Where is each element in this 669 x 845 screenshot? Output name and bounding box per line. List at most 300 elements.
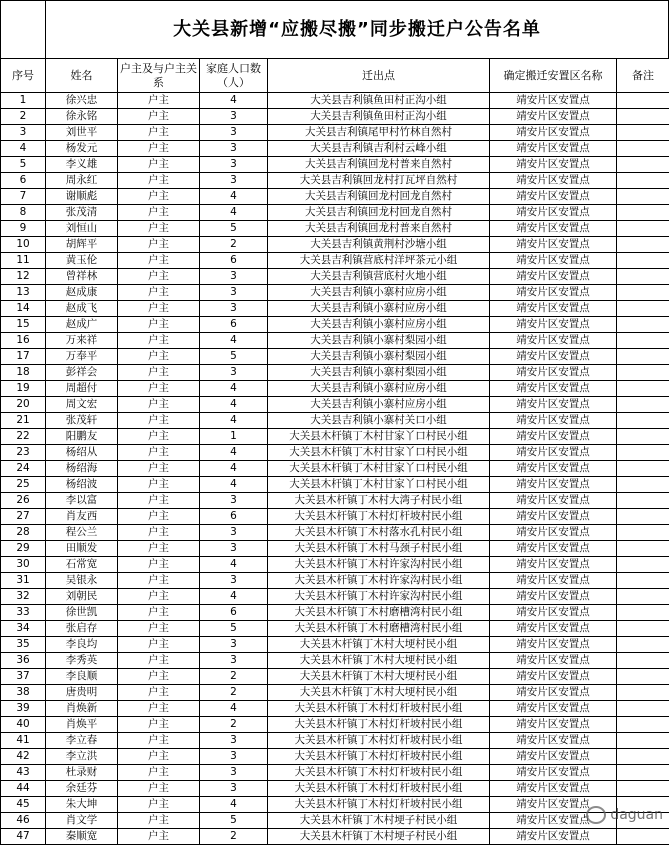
cell-remarks — [617, 829, 669, 845]
cell-settlement: 靖安片区安置点 — [490, 733, 617, 749]
cell-remarks — [617, 253, 669, 269]
cell-index: 23 — [1, 445, 46, 461]
cell-remarks — [617, 733, 669, 749]
cell-settlement: 靖安片区安置点 — [490, 813, 617, 829]
cell-relation: 户主 — [118, 493, 200, 509]
cell-relation: 户主 — [118, 749, 200, 765]
cell-remarks — [617, 141, 669, 157]
cell-index: 17 — [1, 349, 46, 365]
table-row — [1, 365, 669, 381]
cell-relation: 户主 — [118, 221, 200, 237]
cell-family-size: 1 — [200, 429, 268, 445]
cell-origin: 大关县木杆镇丁木村灯杆坡村民小组 — [268, 765, 490, 781]
cell-origin: 大关县木杆镇丁木村磨槽湾村民小组 — [268, 605, 490, 621]
cell-name: 万奉平 — [46, 349, 118, 365]
cell-name: 杨绍从 — [46, 445, 118, 461]
cell-relation: 户主 — [118, 589, 200, 605]
cell-index: 46 — [1, 813, 46, 829]
table-row — [1, 493, 669, 509]
cell-origin: 大关县木杆镇丁木村甘家丫口村民小组 — [268, 461, 490, 477]
cell-name: 肖友西 — [46, 509, 118, 525]
table-row — [1, 717, 669, 733]
cell-relation: 户主 — [118, 253, 200, 269]
cell-origin: 大关县吉利镇小寨村梨园小组 — [268, 333, 490, 349]
cell-name: 黄玉伦 — [46, 253, 118, 269]
table-body — [1, 93, 669, 845]
cell-index: 31 — [1, 573, 46, 589]
cell-name: 张茂清 — [46, 205, 118, 221]
cell-relation: 户主 — [118, 829, 200, 845]
cell-name: 赵成康 — [46, 285, 118, 301]
cell-settlement: 靖安片区安置点 — [490, 189, 617, 205]
cell-relation: 户主 — [118, 797, 200, 813]
cell-family-size: 3 — [200, 525, 268, 541]
cell-index: 18 — [1, 365, 46, 381]
cell-family-size: 2 — [200, 669, 268, 685]
cell-index: 40 — [1, 717, 46, 733]
cell-remarks — [617, 365, 669, 381]
cell-family-size: 3 — [200, 109, 268, 125]
cell-remarks — [617, 189, 669, 205]
cell-remarks — [617, 781, 669, 797]
cell-index: 11 — [1, 253, 46, 269]
cell-remarks — [617, 445, 669, 461]
cell-name: 刘世平 — [46, 125, 118, 141]
cell-remarks — [617, 557, 669, 573]
cell-origin: 大关县吉利镇回龙村回龙自然村 — [268, 189, 490, 205]
table-row — [1, 637, 669, 653]
header-settlement: 确定搬迁安置区名称 — [490, 59, 617, 93]
cell-family-size: 3 — [200, 125, 268, 141]
cell-settlement: 靖安片区安置点 — [490, 589, 617, 605]
table-row — [1, 109, 669, 125]
cell-remarks — [617, 125, 669, 141]
cell-settlement: 靖安片区安置点 — [490, 445, 617, 461]
cell-index: 3 — [1, 125, 46, 141]
cell-family-size: 3 — [200, 173, 268, 189]
table-row — [1, 333, 669, 349]
cell-settlement: 靖安片区安置点 — [490, 397, 617, 413]
cell-settlement: 靖安片区安置点 — [490, 477, 617, 493]
cell-origin: 大关县吉利镇小寨村梨园小组 — [268, 365, 490, 381]
cell-family-size: 3 — [200, 573, 268, 589]
cell-name: 李义雄 — [46, 157, 118, 173]
cell-remarks — [617, 589, 669, 605]
cell-origin: 大关县木杆镇丁木村许家沟村民小组 — [268, 573, 490, 589]
cell-remarks — [617, 397, 669, 413]
cell-index: 5 — [1, 157, 46, 173]
cell-remarks — [617, 221, 669, 237]
cell-relation: 户主 — [118, 605, 200, 621]
cell-family-size: 4 — [200, 461, 268, 477]
table-row — [1, 685, 669, 701]
cell-relation: 户主 — [118, 125, 200, 141]
cell-relation: 户主 — [118, 541, 200, 557]
table-row — [1, 349, 669, 365]
cell-origin: 大关县吉利镇营底村火地小组 — [268, 269, 490, 285]
cell-relation: 户主 — [118, 141, 200, 157]
cell-index: 4 — [1, 141, 46, 157]
cell-name: 李立春 — [46, 733, 118, 749]
cell-remarks — [617, 509, 669, 525]
cell-origin: 大关县吉利镇小寨村应房小组 — [268, 285, 490, 301]
cell-origin: 大关县木杆镇丁木村大埂村民小组 — [268, 637, 490, 653]
cell-index: 12 — [1, 269, 46, 285]
cell-settlement: 靖安片区安置点 — [490, 173, 617, 189]
cell-name: 肖焕平 — [46, 717, 118, 733]
cell-origin: 大关县吉利镇小寨村应房小组 — [268, 301, 490, 317]
cell-index: 6 — [1, 173, 46, 189]
table-header-row — [1, 59, 669, 93]
cell-relation: 户主 — [118, 717, 200, 733]
cell-relation: 户主 — [118, 301, 200, 317]
table-row — [1, 749, 669, 765]
cell-remarks — [617, 205, 669, 221]
table-row — [1, 173, 669, 189]
cell-index: 26 — [1, 493, 46, 509]
cell-index: 9 — [1, 221, 46, 237]
cell-index: 47 — [1, 829, 46, 845]
cell-name: 李良顺 — [46, 669, 118, 685]
cell-remarks — [617, 349, 669, 365]
cell-name: 张茂轩 — [46, 413, 118, 429]
cell-settlement: 靖安片区安置点 — [490, 269, 617, 285]
cell-family-size: 4 — [200, 477, 268, 493]
cell-index: 34 — [1, 621, 46, 637]
cell-relation: 户主 — [118, 637, 200, 653]
cell-index: 39 — [1, 701, 46, 717]
cell-index: 27 — [1, 509, 46, 525]
cell-relation: 户主 — [118, 765, 200, 781]
cell-settlement: 靖安片区安置点 — [490, 829, 617, 845]
table-row — [1, 509, 669, 525]
cell-index: 42 — [1, 749, 46, 765]
cell-name: 徐世凯 — [46, 605, 118, 621]
cell-settlement: 靖安片区安置点 — [490, 365, 617, 381]
cell-origin: 大关县木杆镇丁木村灯杆坡村民小组 — [268, 509, 490, 525]
cell-family-size: 3 — [200, 765, 268, 781]
cell-name: 周永红 — [46, 173, 118, 189]
cell-index: 30 — [1, 557, 46, 573]
page-title: 大关县新增“应搬尽搬”同步搬迁户公告名单 — [46, 1, 668, 59]
cell-name: 田顺发 — [46, 541, 118, 557]
table-row — [1, 733, 669, 749]
cell-name: 周超付 — [46, 381, 118, 397]
cell-name: 肖焕新 — [46, 701, 118, 717]
cell-name: 吴银永 — [46, 573, 118, 589]
cell-origin: 大关县吉利镇小寨村梨园小组 — [268, 349, 490, 365]
header-name: 姓名 — [46, 59, 118, 93]
cell-origin: 大关县木杆镇丁木村甘家丫口村民小组 — [268, 477, 490, 493]
cell-family-size: 5 — [200, 349, 268, 365]
cell-name: 刘朝民 — [46, 589, 118, 605]
cell-index: 20 — [1, 397, 46, 413]
cell-remarks — [617, 541, 669, 557]
cell-family-size: 3 — [200, 781, 268, 797]
cell-name: 赵成飞 — [46, 301, 118, 317]
cell-origin: 大关县木杆镇丁木村大埂村民小组 — [268, 653, 490, 669]
table-row — [1, 285, 669, 301]
cell-relation: 户主 — [118, 429, 200, 445]
cell-origin: 大关县吉利镇小寨村应房小组 — [268, 381, 490, 397]
cell-family-size: 3 — [200, 541, 268, 557]
cell-name: 彭祥会 — [46, 365, 118, 381]
cell-remarks — [617, 669, 669, 685]
table-row — [1, 269, 669, 285]
cell-settlement: 靖安片区安置点 — [490, 93, 617, 109]
cell-index: 16 — [1, 333, 46, 349]
cell-relation: 户主 — [118, 93, 200, 109]
cell-settlement: 靖安片区安置点 — [490, 637, 617, 653]
cell-name: 石常宽 — [46, 557, 118, 573]
cell-settlement: 靖安片区安置点 — [490, 461, 617, 477]
cell-relation: 户主 — [118, 461, 200, 477]
table-row — [1, 141, 669, 157]
table-row — [1, 205, 669, 221]
cell-remarks — [617, 93, 669, 109]
cell-relation: 户主 — [118, 509, 200, 525]
table-row — [1, 413, 669, 429]
cell-remarks — [617, 605, 669, 621]
cell-name: 阳鹏友 — [46, 429, 118, 445]
cell-family-size: 2 — [200, 685, 268, 701]
cell-settlement: 靖安片区安置点 — [490, 253, 617, 269]
cell-relation: 户主 — [118, 269, 200, 285]
cell-family-size: 3 — [200, 749, 268, 765]
table-row — [1, 765, 669, 781]
cell-family-size: 3 — [200, 285, 268, 301]
cell-settlement: 靖安片区安置点 — [490, 621, 617, 637]
cell-origin: 大关县吉利镇小寨村关口小组 — [268, 413, 490, 429]
table-row — [1, 253, 669, 269]
cell-family-size: 5 — [200, 621, 268, 637]
cell-origin: 大关县木杆镇丁木村灯杆坡村民小组 — [268, 797, 490, 813]
cell-name: 胡辉平 — [46, 237, 118, 253]
cell-settlement: 靖安片区安置点 — [490, 669, 617, 685]
cell-origin: 大关县木杆镇丁木村埂子村民小组 — [268, 829, 490, 845]
cell-remarks — [617, 653, 669, 669]
cell-index: 43 — [1, 765, 46, 781]
table-row — [1, 653, 669, 669]
table-row — [1, 125, 669, 141]
cell-index: 1 — [1, 93, 46, 109]
table-row — [1, 813, 669, 829]
cell-name: 李以富 — [46, 493, 118, 509]
cell-relation: 户主 — [118, 573, 200, 589]
cell-origin: 大关县吉利镇鱼田村正沟小组 — [268, 109, 490, 125]
cell-relation: 户主 — [118, 109, 200, 125]
cell-settlement: 靖安片区安置点 — [490, 717, 617, 733]
cell-relation: 户主 — [118, 733, 200, 749]
table-row — [1, 397, 669, 413]
cell-name: 徐兴忠 — [46, 93, 118, 109]
cell-settlement: 靖安片区安置点 — [490, 797, 617, 813]
cell-family-size: 3 — [200, 365, 268, 381]
table-row — [1, 557, 669, 573]
cell-family-size: 4 — [200, 589, 268, 605]
cell-origin: 大关县吉利镇回龙村打瓦坪自然村 — [268, 173, 490, 189]
cell-remarks — [617, 685, 669, 701]
cell-relation: 户主 — [118, 781, 200, 797]
cell-remarks — [617, 317, 669, 333]
cell-remarks — [617, 525, 669, 541]
cell-index: 38 — [1, 685, 46, 701]
header-origin: 迁出点 — [268, 59, 490, 93]
cell-origin: 大关县吉利镇小寨村应房小组 — [268, 317, 490, 333]
cell-family-size: 3 — [200, 157, 268, 173]
cell-settlement: 靖安片区安置点 — [490, 541, 617, 557]
cell-index: 15 — [1, 317, 46, 333]
cell-name: 李立洪 — [46, 749, 118, 765]
cell-remarks — [617, 717, 669, 733]
cell-name: 肖文学 — [46, 813, 118, 829]
cell-family-size: 6 — [200, 509, 268, 525]
table-row — [1, 381, 669, 397]
cell-index: 32 — [1, 589, 46, 605]
header-remarks: 备注 — [617, 59, 669, 93]
cell-origin: 大关县吉利镇营底村洋坪茶元小组 — [268, 253, 490, 269]
cell-name: 万来祥 — [46, 333, 118, 349]
cell-settlement: 靖安片区安置点 — [490, 221, 617, 237]
cell-origin: 大关县木杆镇丁木村埂子村民小组 — [268, 813, 490, 829]
cell-remarks — [617, 381, 669, 397]
cell-relation: 户主 — [118, 333, 200, 349]
cell-relation: 户主 — [118, 669, 200, 685]
cell-settlement: 靖安片区安置点 — [490, 381, 617, 397]
header-relation: 户主及与户主关系 — [118, 59, 200, 93]
cell-family-size: 3 — [200, 301, 268, 317]
cell-settlement: 靖安片区安置点 — [490, 333, 617, 349]
cell-family-size: 2 — [200, 717, 268, 733]
cell-relation: 户主 — [118, 445, 200, 461]
cell-origin: 大关县木杆镇丁木村甘家丫口村民小组 — [268, 445, 490, 461]
cell-index: 22 — [1, 429, 46, 445]
cell-remarks — [617, 269, 669, 285]
cell-name: 程公兰 — [46, 525, 118, 541]
cell-relation: 户主 — [118, 189, 200, 205]
cell-name: 李良均 — [46, 637, 118, 653]
table-row — [1, 541, 669, 557]
wechat-icon — [586, 806, 606, 824]
cell-index: 21 — [1, 413, 46, 429]
cell-relation: 户主 — [118, 813, 200, 829]
cell-relation: 户主 — [118, 685, 200, 701]
cell-name: 赵成广 — [46, 317, 118, 333]
cell-family-size: 4 — [200, 93, 268, 109]
cell-settlement: 靖安片区安置点 — [490, 141, 617, 157]
cell-settlement: 靖安片区安置点 — [490, 765, 617, 781]
cell-index: 45 — [1, 797, 46, 813]
cell-relation: 户主 — [118, 205, 200, 221]
cell-origin: 大关县木杆镇丁木村许家沟村民小组 — [268, 589, 490, 605]
cell-name: 徐永铭 — [46, 109, 118, 125]
cell-family-size: 4 — [200, 189, 268, 205]
cell-family-size: 3 — [200, 637, 268, 653]
cell-family-size: 4 — [200, 701, 268, 717]
cell-family-size: 6 — [200, 605, 268, 621]
cell-remarks — [617, 573, 669, 589]
cell-origin: 大关县吉利镇鱼田村正沟小组 — [268, 93, 490, 109]
cell-remarks — [617, 173, 669, 189]
cell-name: 唐贵明 — [46, 685, 118, 701]
cell-family-size: 3 — [200, 653, 268, 669]
cell-index: 41 — [1, 733, 46, 749]
table-row — [1, 669, 669, 685]
resident-table — [0, 58, 669, 845]
cell-settlement: 靖安片区安置点 — [490, 317, 617, 333]
cell-index: 28 — [1, 525, 46, 541]
table-row — [1, 701, 669, 717]
cell-name: 杨绍海 — [46, 461, 118, 477]
cell-remarks — [617, 285, 669, 301]
cell-family-size: 5 — [200, 813, 268, 829]
cell-relation: 户主 — [118, 173, 200, 189]
cell-index: 25 — [1, 477, 46, 493]
table-row — [1, 573, 669, 589]
cell-relation: 户主 — [118, 701, 200, 717]
table-row — [1, 93, 669, 109]
cell-index: 10 — [1, 237, 46, 253]
cell-remarks — [617, 333, 669, 349]
cell-family-size: 2 — [200, 237, 268, 253]
cell-remarks — [617, 637, 669, 653]
table-row — [1, 589, 669, 605]
cell-settlement: 靖安片区安置点 — [490, 573, 617, 589]
cell-origin: 大关县木杆镇丁木村灯杆坡村民小组 — [268, 749, 490, 765]
table-row — [1, 525, 669, 541]
cell-index: 13 — [1, 285, 46, 301]
cell-remarks — [617, 461, 669, 477]
cell-index: 33 — [1, 605, 46, 621]
cell-remarks — [617, 701, 669, 717]
cell-settlement: 靖安片区安置点 — [490, 557, 617, 573]
cell-index: 37 — [1, 669, 46, 685]
cell-relation: 户主 — [118, 349, 200, 365]
cell-origin: 大关县吉利镇回龙村普来自然村 — [268, 221, 490, 237]
table-row — [1, 221, 669, 237]
cell-relation: 户主 — [118, 237, 200, 253]
cell-remarks — [617, 157, 669, 173]
cell-name: 余廷芬 — [46, 781, 118, 797]
cell-settlement: 靖安片区安置点 — [490, 125, 617, 141]
cell-remarks — [617, 237, 669, 253]
cell-relation: 户主 — [118, 621, 200, 637]
cell-family-size: 3 — [200, 141, 268, 157]
cell-index: 8 — [1, 205, 46, 221]
cell-remarks — [617, 109, 669, 125]
cell-relation: 户主 — [118, 157, 200, 173]
cell-settlement: 靖安片区安置点 — [490, 605, 617, 621]
table-row — [1, 477, 669, 493]
cell-settlement: 靖安片区安置点 — [490, 237, 617, 253]
cell-origin: 大关县木杆镇丁木村许家沟村民小组 — [268, 557, 490, 573]
cell-settlement: 靖安片区安置点 — [490, 749, 617, 765]
cell-relation: 户主 — [118, 397, 200, 413]
cell-settlement: 靖安片区安置点 — [490, 349, 617, 365]
cell-name: 李秀英 — [46, 653, 118, 669]
cell-settlement: 靖安片区安置点 — [490, 285, 617, 301]
table-row — [1, 621, 669, 637]
cell-name: 朱大坤 — [46, 797, 118, 813]
table-row — [1, 797, 669, 813]
watermark-text: daguan — [610, 807, 663, 823]
cell-name: 周文宏 — [46, 397, 118, 413]
cell-origin: 大关县吉利镇回龙村普来自然村 — [268, 157, 490, 173]
cell-family-size: 6 — [200, 253, 268, 269]
cell-index: 14 — [1, 301, 46, 317]
table-row — [1, 237, 669, 253]
watermark — [586, 806, 663, 824]
